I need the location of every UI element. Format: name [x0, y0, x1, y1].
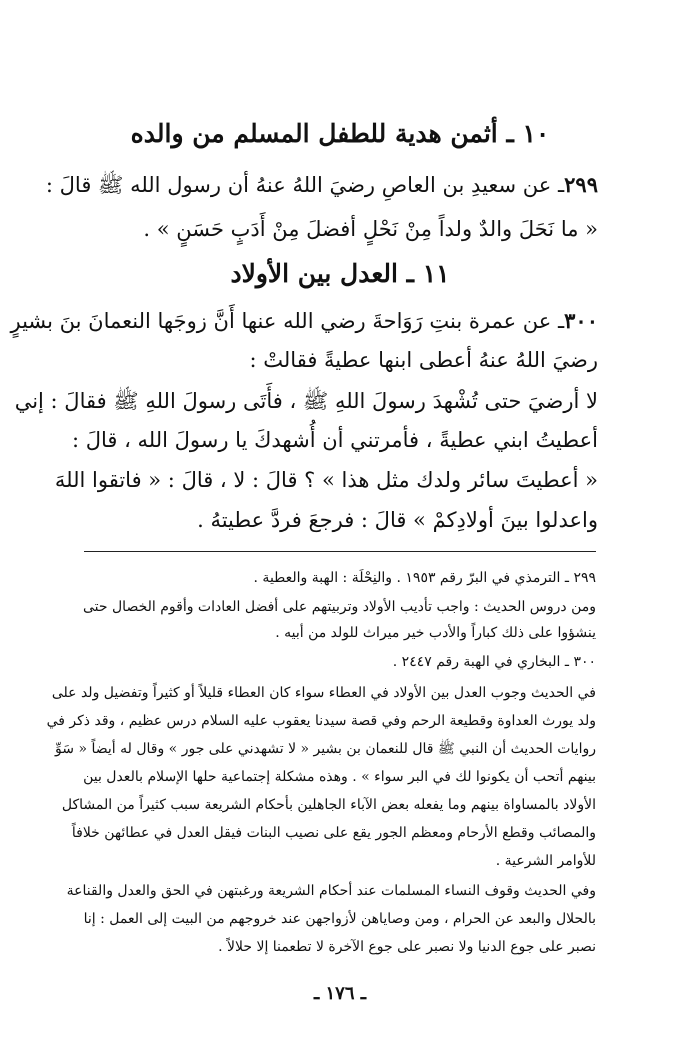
hadith-299-line-1: [45, 170, 598, 200]
footnote-300-line-11: نصبر على جوع الدنيا ولا نصبر على جوع الآخرة لا تطعمنا إلا حلالاً .: [218, 939, 596, 955]
footnote-300-line-1: ٣٠٠ ـ البخاري في الهبة رقم ٢٤٤٧ .: [392, 654, 596, 670]
hadith-300-line-2: رضيَ اللهُ عنهُ أعطى ابنها عطيةً فقالتْ :: [249, 348, 598, 372]
hadith-300-line-6: واعدلوا بينَ أولادِكمْ » قالَ : فرجعَ فردَّ عطيتهُ .: [197, 508, 598, 532]
footnote-separator: [84, 551, 596, 552]
footnote-299-line-1: ٢٩٩ ـ الترمذي في البرّ رقم ١٩٥٣ . والنِحْلَة : الهبة والعطية .: [253, 570, 596, 586]
hadith-300-line-5: « أعطيتَ سائر ولدك مثل هذا » ؟ قالَ : لا ، قالَ : « فاتقوا اللهَ: [54, 468, 598, 492]
footnote-300-line-2: في الحديث وجوب العدل بين الأولاد في العطاء سواء كان العطاء قليلاً أو كثيراً وتفضيل ولد على: [51, 685, 596, 701]
footnote-300-line-4: روايات الحديث أن النبي ﷺ قال للنعمان بن بشير « لا تشهدني على جور » وقال له أيضاً « سَوِّ: [55, 741, 596, 757]
footnote-300-line-7: والمصائب وقطع الأرحام ومعظم الجور يقع على نصيب البنات فيقل العدل في عطائهن خلافاً: [71, 825, 596, 841]
section-heading-11: ١١ ـ العدل بين الأولاد: [230, 259, 450, 288]
page-number: ـ ١٧٦ ـ: [313, 983, 367, 1004]
hadith-300-line-1: [10, 306, 598, 336]
footnote-299-line-3: ينشؤوا على ذلك كباراً والأدب خير ميراث للولد من أبيه .: [275, 625, 596, 641]
hadith-299-line-2: « ما نَحَلَ والدٌ ولداً مِنْ نَحْلٍ أفضلَ مِنْ أَدَبٍ حَسَنٍ » .: [143, 217, 598, 241]
hadith-300-line-3: لا أرضيَ حتى تُشْهدَ رسولَ اللهِ ﷺ ، فأَتَى رسولَ اللهِ ﷺ فقالَ : إني: [14, 389, 598, 413]
section-heading-10: ١٠ ـ أثمن هدية للطفل المسلم من والده: [130, 119, 550, 148]
footnote-300-line-6: الأولاد بالمساواة بينهم وما يفعله بعض الآباء الجاهلين بأحكام الشريعة سبب كثيراً من المشاكل: [61, 797, 596, 813]
footnote-300-line-5: بينهم أتحب أن يكونوا لك في البر سواء » . وهذه مشكلة إجتماعية حلها الإسلام بالعدل بين: [83, 769, 596, 785]
hadith-number-299: ٢٩٩: [564, 172, 598, 197]
hadith-number-300: ٣٠٠: [564, 308, 598, 333]
footnote-300-line-10: بالحلال والبعد عن الحرام ، ومن وصاياهن لأزواجهن عند خروجهم من البيت إلى العمل : إنا: [83, 911, 596, 927]
footnote-299-line-2: ومن دروس الحديث : واجب تأديب الأولاد وتربيتهم على أفضل العادات وأقوم الخصال حتى: [83, 599, 596, 615]
footnote-300-line-3: ولد يورث العداوة وقطيعة الرحم وفي قصة سيدنا يعقوب عليه السلام درس عظيم ، وقد ذكر في: [46, 713, 596, 729]
hadith-299-text-1: ـ عن سعيدِ بن العاصِ رضيَ اللهُ عنهُ أن رسول الله ﷺ قالَ :: [45, 173, 565, 197]
footnote-300-line-9: وفي الحديث وقوف النساء المسلمات عند أحكام الشريعة ورغبتهن في الحق والعدل والقناعة: [66, 883, 596, 899]
hadith-300-text-1: ـ عن عمرة بنتِ رَوَاحةَ رضي الله عنها أَنَّ زوجَها النعمانَ بنَ بشيرٍ: [10, 309, 565, 333]
hadith-300-line-4: أعطيتُ ابني عطيةً ، فأمرتني أن أُشهدكَ يا رسولَ الله ، قالَ :: [71, 428, 598, 452]
footnote-300-line-8: للأوامر الشرعية .: [495, 853, 596, 869]
